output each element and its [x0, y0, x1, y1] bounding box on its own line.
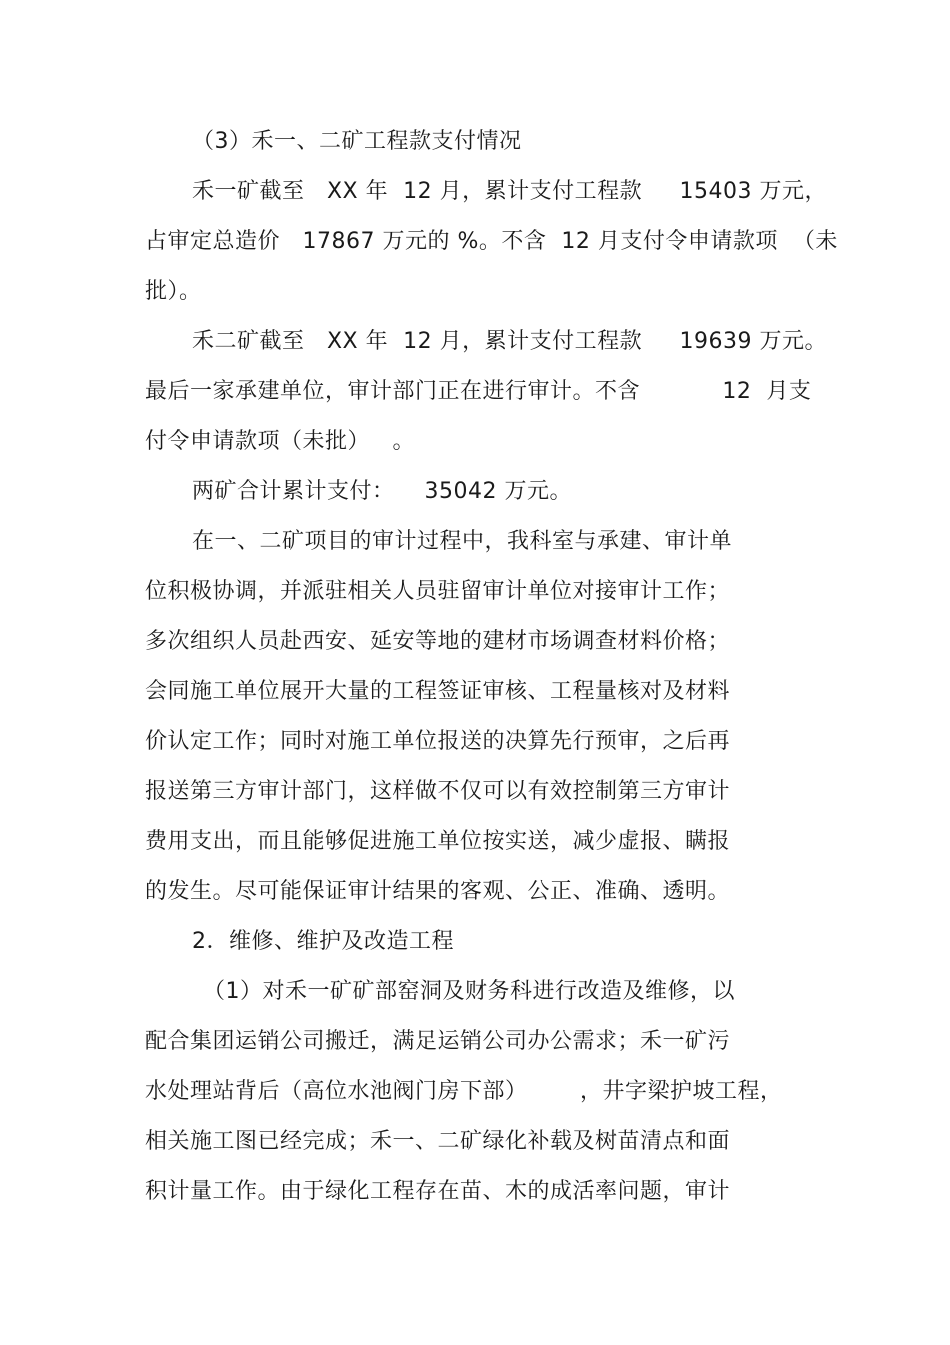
paragraph-line: 禾二矿截至 XX 年 12 月，累计支付工程款 19639 万元。 [192, 329, 828, 354]
section-heading-3: （3）禾一、二矿工程款支付情况 [192, 129, 522, 154]
paragraph-line: 付令申请款项（未批） 。 [145, 429, 415, 454]
paragraph-line: 禾一矿截至 XX 年 12 月，累计支付工程款 15403 万元， [192, 179, 828, 204]
paragraph-line: 批）。 [145, 279, 202, 304]
paragraph-line: 两矿合计累计支付： 35042 万元。 [192, 479, 572, 504]
paragraph-line: （1）对禾一矿矿部窑洞及财务科进行改造及维修，以 [203, 979, 735, 1004]
paragraph-line: 位积极协调，并派驻相关人员驻留审计单位对接审计工作； [145, 579, 731, 604]
paragraph-line: 在一、二矿项目的审计过程中，我科室与承建、审计单 [192, 529, 733, 554]
paragraph-line: 多次组织人员赴西安、延安等地的建材市场调查材料价格； [145, 629, 731, 654]
paragraph-line: 积计量工作。由于绿化工程存在苗、木的成活率问题，审计 [145, 1179, 731, 1204]
paragraph-line: 价认定工作；同时对施工单位报送的决算先行预审，之后再 [145, 729, 731, 754]
paragraph-line: 水处理站背后（高位水池阀门房下部） ，井字梁护坡工程， [145, 1079, 783, 1104]
paragraph-line: 最后一家承建单位，审计部门正在进行审计。不含 12 月支 [145, 379, 812, 404]
paragraph-line: 占审定总造价 17867 万元的 %。不含 12 月支付令申请款项 （未 [145, 229, 838, 254]
paragraph-line: 会同施工单位展开大量的工程签证审核、工程量核对及材料 [145, 679, 731, 704]
section-heading-2: 2．维修、维护及改造工程 [192, 929, 454, 954]
paragraph-line: 费用支出，而且能够促进施工单位按实送，减少虚报、瞒报 [145, 829, 731, 854]
paragraph-line: 相关施工图已经完成；禾一、二矿绿化补载及树苗清点和面 [145, 1129, 731, 1154]
paragraph-line: 的发生。尽可能保证审计结果的客观、公正、准确、透明。 [145, 879, 731, 904]
paragraph-line: 报送第三方审计部门，这样做不仅可以有效控制第三方审计 [145, 779, 731, 804]
paragraph-line: 配合集团运销公司搬迁，满足运销公司办公需求；禾一矿污 [145, 1029, 731, 1054]
